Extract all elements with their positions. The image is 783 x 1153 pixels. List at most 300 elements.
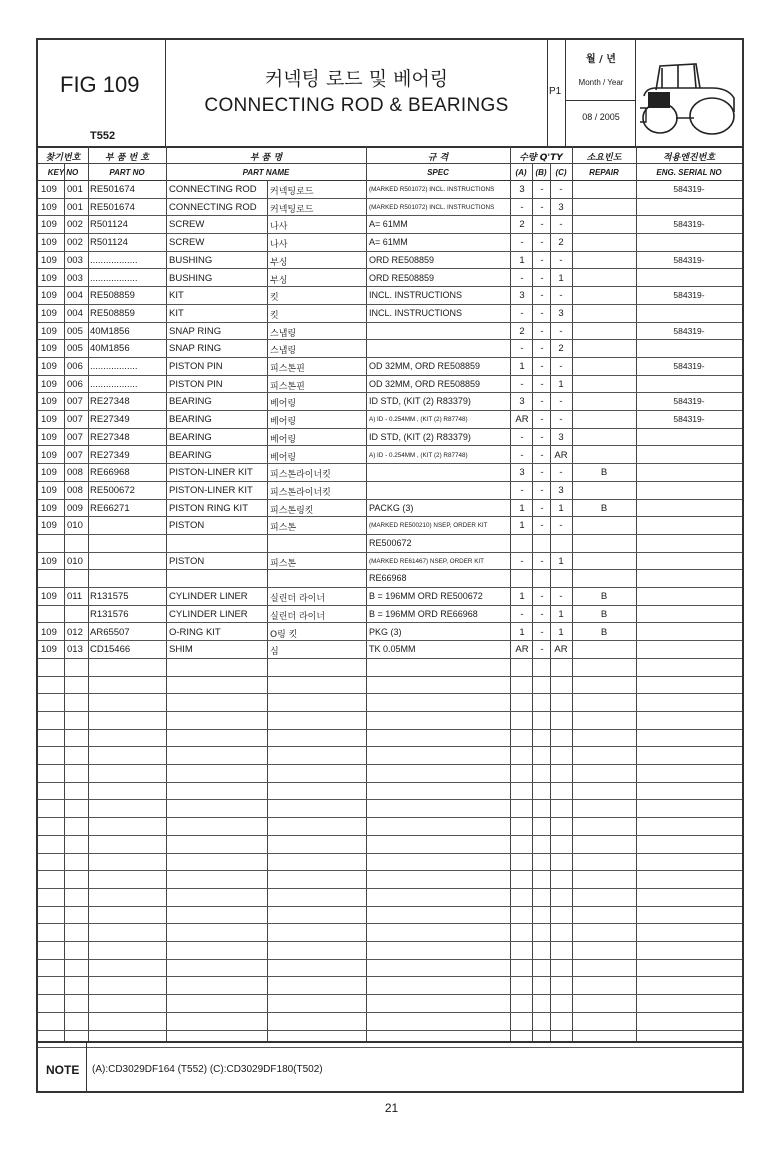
cell-spec: PACKG (3) bbox=[369, 502, 414, 513]
cell-spec: B = 196MM ORD RE66968 bbox=[369, 608, 478, 619]
cell-fig: 109 bbox=[41, 555, 57, 567]
cell-name: BUSHING bbox=[169, 254, 213, 266]
table-row bbox=[38, 357, 742, 376]
col-repair-en: REPAIR bbox=[589, 168, 619, 177]
note-section bbox=[38, 1041, 742, 1093]
cell-name: CYLINDER LINER bbox=[169, 608, 248, 620]
cell-fig: 109 bbox=[41, 343, 57, 355]
cell-key: 006 bbox=[67, 361, 83, 372]
cell-fig: 109 bbox=[41, 325, 57, 337]
cell-part: RE500672 bbox=[90, 484, 135, 496]
cell-fig: 109 bbox=[41, 290, 57, 302]
cell-b: - bbox=[540, 644, 544, 656]
cell-fig: 109 bbox=[41, 520, 57, 532]
note-text: (A):CD3029DF164 (T552) (C):CD3029DF180(T502) bbox=[92, 1064, 323, 1075]
cell-b: - bbox=[540, 555, 544, 567]
cell-name: KIT bbox=[169, 307, 184, 319]
table-row bbox=[38, 605, 742, 624]
cell-fig: 109 bbox=[41, 219, 57, 231]
table-row bbox=[38, 552, 742, 571]
cell-name: BEARING bbox=[169, 449, 212, 461]
col-qty-a: (A) bbox=[515, 168, 527, 177]
empty-row bbox=[38, 711, 742, 730]
cell-part: RE27349 bbox=[90, 449, 130, 461]
cell-name: CYLINDER LINER bbox=[169, 591, 248, 603]
page-number: 21 bbox=[384, 1101, 399, 1115]
empty-row bbox=[38, 658, 742, 677]
cell-repair: B bbox=[600, 591, 608, 603]
table-row bbox=[38, 180, 742, 199]
cell-c: - bbox=[559, 325, 563, 337]
table-row bbox=[38, 233, 742, 252]
cell-name-ko: 베어링 bbox=[270, 417, 297, 428]
empty-row bbox=[38, 746, 742, 765]
empty-row bbox=[38, 729, 742, 748]
cell-fig: 109 bbox=[41, 201, 57, 213]
empty-row bbox=[38, 800, 742, 819]
empty-row bbox=[38, 764, 742, 783]
cell-key: 012 bbox=[67, 626, 83, 638]
cell-c: 3 bbox=[558, 307, 564, 319]
cell-name: SNAP RING bbox=[169, 325, 222, 337]
empty-row bbox=[38, 835, 742, 854]
cell-spec: A) ID - 0.254MM , (KIT (2) R87748) bbox=[369, 451, 468, 459]
cell-part: RE501674 bbox=[90, 184, 135, 195]
cell-part: 40M1856 bbox=[90, 343, 130, 355]
cell-key: 007 bbox=[67, 449, 83, 461]
col-partno-ko: 부 품 번 호 bbox=[104, 153, 150, 163]
title-cell bbox=[166, 40, 548, 146]
cell-c: AR bbox=[554, 449, 568, 461]
cell-c: - bbox=[559, 184, 563, 195]
empty-row bbox=[38, 941, 742, 960]
cell-b: - bbox=[540, 431, 544, 443]
cell-b: - bbox=[540, 626, 544, 638]
cell-key: 004 bbox=[67, 290, 83, 302]
cell-a: 1 bbox=[519, 626, 525, 638]
note-label: NOTE bbox=[46, 1063, 80, 1077]
cell-c: 1 bbox=[558, 608, 564, 620]
cell-name-ko: O링 킷 bbox=[270, 629, 298, 640]
cell-a: 1 bbox=[519, 361, 525, 372]
table-row bbox=[38, 269, 742, 288]
table-row bbox=[38, 251, 742, 270]
cell-repair: B bbox=[600, 467, 608, 479]
cell-name-ko: 베어링 bbox=[270, 399, 297, 410]
cell-b: - bbox=[540, 237, 544, 249]
cell-c: 1 bbox=[558, 555, 564, 567]
col-qty-ko: 수량 Q'TY bbox=[519, 153, 563, 163]
cell-part: .................. bbox=[90, 378, 138, 390]
cell-c: 1 bbox=[558, 378, 564, 390]
col-qty-b: (B) bbox=[535, 168, 547, 177]
col-serial-ko: 적용엔진번호 bbox=[662, 153, 716, 163]
cell-name-ko: 피스톤라이너킷 bbox=[270, 487, 331, 498]
cell-c: AR bbox=[554, 644, 568, 656]
cell-b: - bbox=[540, 184, 544, 195]
issue-date: 08 / 2005 bbox=[582, 112, 620, 122]
cell-b: - bbox=[540, 484, 544, 496]
cell-a: - bbox=[520, 378, 524, 390]
cell-name: PISTON PIN bbox=[169, 361, 223, 372]
cell-serial: 584319- bbox=[673, 290, 705, 301]
col-key-ko: 찾기번호 bbox=[45, 153, 81, 163]
cell-name: PISTON PIN bbox=[169, 378, 223, 390]
cell-spec: (MARKED RE500210) NSEP, ORDER KIT bbox=[369, 522, 488, 530]
cell-name-ko: 킷 bbox=[270, 310, 279, 321]
col-key-en: KEY NO bbox=[47, 168, 79, 177]
cell-part: RE66968 bbox=[90, 467, 130, 479]
figure-cell bbox=[38, 40, 166, 146]
cell-key: 005 bbox=[67, 343, 83, 355]
cell-c: - bbox=[559, 414, 563, 426]
cell-name: PISTON-LINER KIT bbox=[169, 467, 253, 479]
empty-row bbox=[38, 977, 742, 996]
cell-key: 010 bbox=[67, 520, 83, 532]
cell-name: SCREW bbox=[169, 237, 205, 249]
cell-part: CD15466 bbox=[90, 644, 131, 656]
cell-key: 007 bbox=[67, 431, 83, 443]
cell-key: 001 bbox=[67, 184, 83, 195]
cell-c: 3 bbox=[558, 484, 564, 496]
cell-c: - bbox=[559, 254, 563, 266]
cell-a: 1 bbox=[519, 591, 525, 603]
table-row bbox=[38, 428, 742, 447]
cell-b: - bbox=[540, 343, 544, 355]
cell-fig: 109 bbox=[41, 237, 57, 249]
cell-name-ko: 피스톤링킷 bbox=[270, 505, 314, 516]
table-row bbox=[38, 304, 742, 323]
cell-key: 002 bbox=[67, 219, 83, 231]
cell-name-ko: 킷 bbox=[270, 293, 279, 304]
cell-fig: 109 bbox=[41, 591, 57, 603]
cell-part: RE501674 bbox=[90, 201, 135, 213]
table-row bbox=[38, 339, 742, 358]
cell-c: - bbox=[559, 396, 563, 408]
table-row bbox=[38, 534, 742, 553]
cell-key: 008 bbox=[67, 484, 83, 496]
cell-spec: ID STD, (KIT (2) R83379) bbox=[369, 396, 471, 407]
cell-spec: RE500672 bbox=[369, 538, 412, 548]
cell-key: 006 bbox=[67, 378, 83, 390]
empty-row bbox=[38, 906, 742, 925]
cell-a: - bbox=[520, 449, 524, 461]
cell-part: .................. bbox=[90, 272, 138, 284]
cell-name-ko: 스냅링 bbox=[270, 346, 297, 357]
table-row bbox=[38, 623, 742, 642]
cell-part: RE508859 bbox=[90, 290, 135, 302]
cell-name-ko: 스냅링 bbox=[270, 328, 297, 339]
cell-serial: 584319- bbox=[673, 325, 705, 336]
cell-c: - bbox=[559, 219, 563, 231]
table-row bbox=[38, 569, 742, 588]
table-row bbox=[38, 516, 742, 535]
col-spec-ko: 규 격 bbox=[427, 153, 449, 163]
cell-b: - bbox=[540, 361, 544, 372]
empty-row bbox=[38, 994, 742, 1013]
cell-part: R131575 bbox=[90, 591, 129, 603]
cell-repair: B bbox=[600, 608, 608, 620]
cell-key: 005 bbox=[67, 325, 83, 337]
model-code: T552 bbox=[90, 130, 116, 142]
cell-name: PISTON RING KIT bbox=[169, 502, 249, 514]
cell-repair: B bbox=[600, 502, 608, 514]
cell-a: - bbox=[520, 343, 524, 355]
col-qty-c: (C) bbox=[555, 168, 567, 177]
cell-name-ko: 부싱 bbox=[270, 275, 288, 286]
col-partno-en: PART NO bbox=[109, 168, 145, 177]
cell-c: - bbox=[559, 591, 563, 603]
cell-name-ko: 나사 bbox=[270, 240, 288, 251]
cell-c: - bbox=[559, 520, 563, 532]
cell-name: SNAP RING bbox=[169, 343, 222, 355]
cell-c: 3 bbox=[558, 201, 564, 213]
cell-b: - bbox=[540, 608, 544, 620]
cell-fig: 109 bbox=[41, 644, 57, 656]
table-row bbox=[38, 322, 742, 341]
cell-name-ko: 피스톤라이너킷 bbox=[270, 470, 331, 481]
cell-spec: A) ID - 0.254MM , (KIT (2) R87748) bbox=[369, 416, 468, 424]
cell-c: 1 bbox=[558, 272, 564, 284]
cell-key: 007 bbox=[67, 414, 83, 426]
cell-a: 2 bbox=[519, 219, 525, 231]
cell-name: CONNECTING ROD bbox=[169, 201, 257, 213]
parts-sheet bbox=[36, 38, 744, 1093]
cell-c: 1 bbox=[558, 626, 564, 638]
cell-spec: B = 196MM ORD RE500672 bbox=[369, 591, 483, 602]
cell-part: .................. bbox=[90, 361, 138, 372]
cell-c: 1 bbox=[558, 502, 564, 514]
date-cell bbox=[566, 40, 636, 146]
cell-c: - bbox=[559, 361, 563, 372]
cell-fig: 109 bbox=[41, 502, 57, 514]
table-row bbox=[38, 392, 742, 411]
cell-serial: 584319- bbox=[673, 184, 705, 194]
table-row bbox=[38, 410, 742, 429]
cell-name: SHIM bbox=[169, 644, 193, 656]
cell-key: 009 bbox=[67, 502, 83, 514]
cell-spec: INCL. INSTRUCTIONS bbox=[369, 290, 463, 301]
cell-part: RE27348 bbox=[90, 396, 130, 408]
cell-key: 003 bbox=[67, 272, 83, 284]
empty-row bbox=[38, 959, 742, 978]
cell-spec: INCL. INSTRUCTIONS bbox=[369, 307, 463, 318]
cell-b: - bbox=[540, 378, 544, 390]
table-row bbox=[38, 198, 742, 217]
cell-name: BUSHING bbox=[169, 272, 213, 284]
cell-a: 3 bbox=[519, 290, 525, 302]
cell-name: BEARING bbox=[169, 414, 212, 426]
page-code-cell bbox=[548, 40, 566, 146]
cell-a: 2 bbox=[519, 325, 525, 337]
cell-b: - bbox=[540, 325, 544, 337]
cell-spec: ORD RE508859 bbox=[369, 272, 435, 283]
cell-a: AR bbox=[515, 414, 529, 426]
cell-name: BEARING bbox=[169, 431, 212, 443]
cell-spec: ID STD, (KIT (2) R83379) bbox=[369, 431, 471, 442]
cell-fig: 109 bbox=[41, 449, 57, 461]
col-partname-ko: 부 품 명 bbox=[249, 153, 283, 163]
cell-b: - bbox=[540, 290, 544, 302]
cell-c: 2 bbox=[558, 237, 564, 249]
cell-name-ko: 피스톤핀 bbox=[270, 381, 305, 392]
cell-part: R501124 bbox=[90, 219, 128, 231]
empty-row bbox=[38, 923, 742, 942]
cell-a: 1 bbox=[519, 254, 525, 266]
cell-name: PISTON bbox=[169, 555, 205, 567]
cell-name-ko: 피스톤핀 bbox=[270, 364, 305, 374]
cell-spec: (MARKED RE61467) NSEP, ORDER KIT bbox=[369, 557, 485, 565]
title-english: CONNECTING ROD & BEARINGS bbox=[204, 95, 509, 116]
cell-name-ko: 커넥팅로드 bbox=[270, 204, 314, 215]
date-label-english: Month / Year bbox=[578, 78, 624, 87]
cell-key: 001 bbox=[67, 201, 83, 213]
cell-name: O-RING KIT bbox=[169, 626, 221, 638]
cell-name: KIT bbox=[169, 290, 184, 302]
cell-a: 3 bbox=[519, 184, 525, 195]
table-row bbox=[38, 481, 742, 500]
cell-fig: 109 bbox=[41, 272, 57, 284]
cell-fig: 109 bbox=[41, 414, 57, 426]
cell-name-ko: 나사 bbox=[270, 222, 288, 233]
sheet-header bbox=[38, 40, 742, 148]
cell-key: 011 bbox=[67, 591, 83, 603]
empty-row bbox=[38, 676, 742, 695]
cell-a: 1 bbox=[519, 520, 525, 532]
cell-b: - bbox=[540, 396, 544, 408]
cell-fig: 109 bbox=[41, 484, 57, 496]
cell-b: - bbox=[540, 449, 544, 461]
table-row bbox=[38, 375, 742, 394]
cell-a: AR bbox=[515, 644, 529, 656]
cell-name-ko: 베어링 bbox=[270, 452, 297, 463]
cell-fig: 109 bbox=[41, 361, 57, 372]
cell-a: - bbox=[520, 201, 524, 213]
cell-spec: RE66968 bbox=[369, 573, 407, 584]
cell-spec: A= 61MM bbox=[369, 237, 408, 248]
cell-a: 3 bbox=[519, 467, 525, 479]
cell-name: CONNECTING ROD bbox=[169, 184, 257, 195]
cell-name-ko: 실린더 라이너 bbox=[270, 611, 326, 622]
cell-fig: 109 bbox=[41, 431, 57, 443]
cell-name-ko: 심 bbox=[270, 647, 279, 658]
cell-key: 007 bbox=[67, 396, 83, 408]
empty-row bbox=[38, 1012, 742, 1031]
cell-serial: 584319- bbox=[673, 254, 705, 265]
cell-part: R131576 bbox=[90, 608, 129, 620]
cell-part: 40M1856 bbox=[90, 325, 130, 337]
cell-c: 3 bbox=[558, 431, 564, 443]
cell-a: - bbox=[520, 484, 524, 496]
cell-part: RE27349 bbox=[90, 414, 130, 426]
table-row bbox=[38, 286, 742, 305]
empty-row bbox=[38, 870, 742, 889]
cell-b: - bbox=[540, 502, 544, 514]
cell-serial: 584319- bbox=[673, 361, 705, 371]
cell-name-ko: 피스톤 bbox=[270, 523, 297, 534]
cell-serial: 584319- bbox=[673, 219, 705, 230]
cell-serial: 584319- bbox=[673, 414, 705, 425]
empty-row bbox=[38, 853, 742, 872]
cell-spec: PKG (3) bbox=[369, 626, 402, 637]
cell-b: - bbox=[540, 467, 544, 479]
cell-name: PISTON bbox=[169, 520, 205, 532]
title-korean: 커넥팅 로드 및 베어링 bbox=[264, 68, 449, 90]
tractor-cell bbox=[636, 40, 742, 146]
cell-key: 004 bbox=[67, 307, 83, 319]
table-row bbox=[38, 499, 742, 518]
empty-row bbox=[38, 888, 742, 907]
cell-repair: B bbox=[600, 626, 608, 638]
cell-spec: TK 0.05MM bbox=[369, 644, 416, 655]
cell-spec: (MARKED R501072) INCL. INSTRUCTIONS bbox=[369, 186, 495, 193]
page-code: P1 bbox=[549, 86, 562, 97]
cell-a: - bbox=[520, 608, 524, 620]
cell-name: BEARING bbox=[169, 396, 212, 408]
cell-fig: 109 bbox=[41, 184, 57, 195]
cell-a: - bbox=[520, 272, 524, 284]
figure-number: FIG 109 bbox=[60, 72, 140, 97]
cell-key: 008 bbox=[67, 467, 83, 479]
cell-b: - bbox=[540, 414, 544, 426]
cell-name-ko: 피스톤 bbox=[270, 558, 297, 569]
cell-b: - bbox=[540, 591, 544, 603]
cell-fig: 109 bbox=[41, 626, 57, 638]
table-row bbox=[38, 446, 742, 465]
cell-a: 3 bbox=[519, 396, 525, 408]
cell-c: - bbox=[559, 467, 563, 479]
cell-name-ko: 베어링 bbox=[270, 434, 297, 445]
cell-part: .................. bbox=[90, 254, 138, 266]
cell-fig: 109 bbox=[41, 396, 57, 408]
cell-b: - bbox=[540, 254, 544, 266]
cell-part: R501124 bbox=[90, 237, 128, 249]
cell-part: RE508859 bbox=[90, 307, 135, 319]
empty-row bbox=[38, 817, 742, 836]
cell-a: 1 bbox=[519, 502, 525, 514]
col-partname-en: PART NAME bbox=[242, 168, 290, 177]
cell-part: AR65507 bbox=[90, 626, 130, 638]
empty-row bbox=[38, 782, 742, 801]
cell-fig: 109 bbox=[41, 378, 57, 390]
cell-c: 2 bbox=[558, 343, 564, 355]
cell-b: - bbox=[540, 307, 544, 319]
table-row bbox=[38, 215, 742, 234]
cell-name-ko: 부싱 bbox=[270, 257, 288, 268]
cell-name: PISTON-LINER KIT bbox=[169, 484, 253, 496]
cell-part: RE66271 bbox=[90, 502, 130, 514]
date-label-korean: 월 / 년 bbox=[586, 54, 616, 65]
cell-spec: ORD RE508859 bbox=[369, 254, 435, 265]
cell-b: - bbox=[540, 219, 544, 231]
cell-key: 003 bbox=[67, 254, 83, 266]
cell-fig: 109 bbox=[41, 254, 57, 266]
cell-a: - bbox=[520, 431, 524, 443]
cell-a: - bbox=[520, 307, 524, 319]
cell-c: - bbox=[559, 290, 563, 302]
cell-spec: A= 61MM bbox=[369, 219, 408, 230]
col-spec-en: SPEC bbox=[427, 168, 449, 177]
cell-serial: 584319- bbox=[673, 396, 705, 407]
table-row bbox=[38, 640, 742, 659]
cell-b: - bbox=[540, 201, 544, 213]
cell-key: 013 bbox=[67, 644, 83, 656]
cell-name-ko: 실린더 라이너 bbox=[270, 594, 326, 605]
cell-spec: (MARKED R501072) INCL. INSTRUCTIONS bbox=[369, 203, 495, 211]
empty-row bbox=[38, 693, 742, 712]
col-serial-en: ENG. SERIAL NO bbox=[656, 168, 722, 177]
cell-name-ko: 커넥팅로드 bbox=[270, 187, 314, 197]
